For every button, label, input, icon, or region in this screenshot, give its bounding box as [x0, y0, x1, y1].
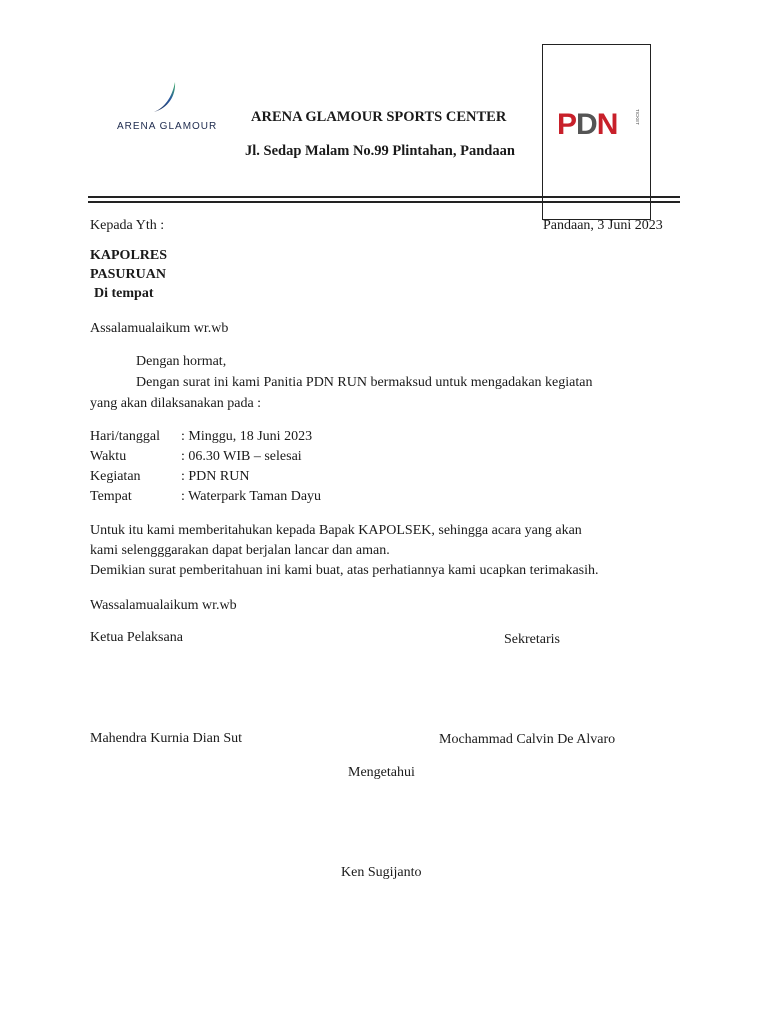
org-name: ARENA GLAMOUR SPORTS CENTER — [251, 109, 507, 125]
closing: Wassalamualaikum wr.wb — [90, 598, 237, 613]
body-line-3: Demikian surat pemberitahuan ini kami buat, atas perhatiannya kami ucapkan terimakasih. — [90, 563, 599, 578]
body-line-2: kami selengggarakan dapat berjalan lancar dan aman. — [90, 543, 390, 558]
opening: Dengan hormat, — [136, 354, 227, 369]
detail-value: : PDN RUN — [181, 469, 250, 484]
pdn-logo-d: D — [576, 108, 597, 141]
arena-glamour-swoosh-icon — [98, 68, 238, 158]
pdn-logo-subtext: TICKET — [635, 109, 640, 126]
greeting: Assalamualaikum wr.wb — [90, 321, 229, 336]
recipient-line-3: Di tempat — [94, 286, 154, 301]
header-rule-top — [88, 196, 680, 198]
acknowledged-title: Mengetahui — [348, 765, 415, 780]
org-address: Jl. Sedap Malam No.99 Plintahan, Pandaan — [245, 143, 515, 159]
secretary-title: Sekretaris — [504, 632, 560, 647]
intro-line-1: Dengan surat ini kami Panitia PDN RUN bermaksud untuk mengadakan kegiatan — [136, 375, 593, 390]
detail-label: Hari/tanggal — [90, 429, 160, 444]
pdn-logo-text — [557, 108, 617, 141]
detail-label: Tempat — [90, 489, 132, 504]
detail-value: : 06.30 WIB – selesai — [181, 449, 302, 464]
pdn-logo-n: N — [596, 108, 618, 141]
pdn-logo-p: P — [557, 108, 577, 141]
arena-glamour-logo-text: ARENA GLAMOUR — [117, 121, 218, 132]
body-line-1: Untuk itu kami memberitahukan kepada Bapak KAPOLSEK, sehingga acara yang akan — [90, 523, 582, 538]
pdn-logo-box — [542, 44, 651, 220]
detail-value: : Minggu, 18 Juni 2023 — [181, 429, 313, 444]
arena-glamour-logo — [98, 68, 238, 158]
detail-value: : Waterpark Taman Dayu — [181, 489, 322, 504]
header-rule-bottom — [88, 201, 680, 203]
intro-line-2: yang akan dilaksanakan pada : — [90, 396, 262, 411]
place-date: Pandaan, 3 Juni 2023 — [543, 218, 663, 233]
pdn-logo-icon — [543, 45, 650, 219]
chair-title: Ketua Pelaksana — [90, 630, 183, 645]
recipient-line-1: KAPOLRES — [90, 248, 168, 263]
secretary-name: Mochammad Calvin De Alvaro — [439, 732, 616, 747]
acknowledged-name: Ken Sugijanto — [341, 865, 422, 880]
detail-label: Waktu — [90, 449, 127, 464]
chair-name: Mahendra Kurnia Dian Sut — [90, 731, 243, 746]
recipient-line-2: PASURUAN — [90, 267, 166, 282]
detail-label: Kegiatan — [90, 469, 141, 484]
to-label: Kepada Yth : — [90, 218, 165, 233]
